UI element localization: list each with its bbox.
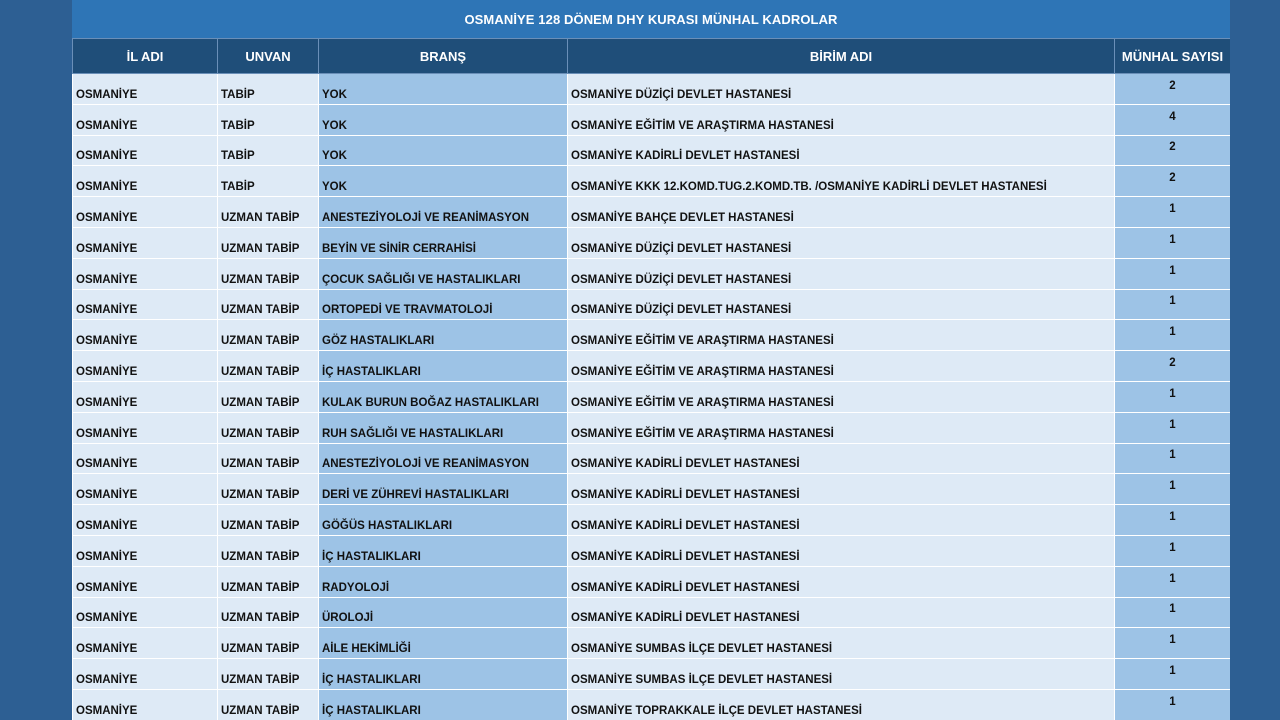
- header-unvan[interactable]: UNVAN: [218, 39, 319, 74]
- cell-munhal-sayisi[interactable]: 2: [1115, 351, 1231, 382]
- table-row: [73, 443, 1231, 474]
- cell-il-adi[interactable]: OSMANİYE: [73, 320, 218, 351]
- cell-birim-adi[interactable]: OSMANİYE SUMBAS İLÇE DEVLET HASTANESİ: [568, 628, 1115, 659]
- table-row: [73, 74, 1231, 105]
- table-row: [73, 227, 1231, 258]
- cell-birim-adi[interactable]: OSMANİYE EĞİTİM VE ARAŞTIRMA HASTANESİ: [568, 381, 1115, 412]
- cell-brans[interactable]: ANESTEZİYOLOJİ VE REANİMASYON: [319, 443, 568, 474]
- cell-unvan[interactable]: UZMAN TABİP: [218, 320, 319, 351]
- cell-munhal-sayisi[interactable]: 1: [1115, 443, 1231, 474]
- cell-munhal-sayisi[interactable]: 4: [1115, 104, 1231, 135]
- cell-unvan[interactable]: UZMAN TABİP: [218, 474, 319, 505]
- cell-il-adi[interactable]: OSMANİYE: [73, 689, 218, 720]
- cell-il-adi[interactable]: OSMANİYE: [73, 412, 218, 443]
- cell-il-adi[interactable]: OSMANİYE: [73, 505, 218, 536]
- spreadsheet-sheet: [72, 0, 1230, 720]
- cell-birim-adi[interactable]: OSMANİYE SUMBAS İLÇE DEVLET HASTANESİ: [568, 659, 1115, 690]
- cell-munhal-sayisi[interactable]: 1: [1115, 535, 1231, 566]
- cell-brans[interactable]: DERİ VE ZÜHREVİ HASTALIKLARI: [319, 474, 568, 505]
- table-row: [73, 197, 1231, 228]
- cell-birim-adi[interactable]: OSMANİYE EĞİTİM VE ARAŞTIRMA HASTANESİ: [568, 351, 1115, 382]
- cell-brans[interactable]: GÖĞÜS HASTALIKLARI: [319, 505, 568, 536]
- cell-birim-adi[interactable]: OSMANİYE KADİRLİ DEVLET HASTANESİ: [568, 505, 1115, 536]
- cell-birim-adi[interactable]: OSMANİYE KADİRLİ DEVLET HASTANESİ: [568, 535, 1115, 566]
- cell-munhal-sayisi[interactable]: 1: [1115, 505, 1231, 536]
- cell-birim-adi[interactable]: OSMANİYE DÜZİÇİ DEVLET HASTANESİ: [568, 289, 1115, 320]
- cell-munhal-sayisi[interactable]: 2: [1115, 166, 1231, 197]
- cell-brans[interactable]: RUH SAĞLIĞI VE HASTALIKLARI: [319, 412, 568, 443]
- cell-munhal-sayisi[interactable]: 1: [1115, 566, 1231, 597]
- cell-munhal-sayisi[interactable]: 1: [1115, 659, 1231, 690]
- table-row: [73, 351, 1231, 382]
- cell-birim-adi[interactable]: OSMANİYE KADİRLİ DEVLET HASTANESİ: [568, 135, 1115, 166]
- cell-unvan[interactable]: UZMAN TABİP: [218, 443, 319, 474]
- cell-munhal-sayisi[interactable]: 1: [1115, 628, 1231, 659]
- cell-munhal-sayisi[interactable]: 1: [1115, 320, 1231, 351]
- cell-il-adi[interactable]: OSMANİYE: [73, 443, 218, 474]
- cell-brans[interactable]: İÇ HASTALIKLARI: [319, 659, 568, 690]
- cell-brans[interactable]: RADYOLOJİ: [319, 566, 568, 597]
- cell-il-adi[interactable]: OSMANİYE: [73, 566, 218, 597]
- table-row: [73, 597, 1231, 628]
- cell-birim-adi[interactable]: OSMANİYE KKK 12.KOMD.TUG.2.KOMD.TB. /OSMANİYE KADİRLİ DEVLET HASTANESİ: [568, 166, 1115, 197]
- cell-il-adi[interactable]: OSMANİYE: [73, 258, 218, 289]
- cell-il-adi[interactable]: OSMANİYE: [73, 474, 218, 505]
- table-row: [73, 258, 1231, 289]
- table-row: [73, 566, 1231, 597]
- cell-birim-adi[interactable]: OSMANİYE DÜZİÇİ DEVLET HASTANESİ: [568, 227, 1115, 258]
- cell-munhal-sayisi[interactable]: 1: [1115, 258, 1231, 289]
- cell-munhal-sayisi[interactable]: 1: [1115, 597, 1231, 628]
- cell-brans[interactable]: İÇ HASTALIKLARI: [319, 535, 568, 566]
- table-row: [73, 628, 1231, 659]
- table-row: [73, 104, 1231, 135]
- table-row: [73, 412, 1231, 443]
- cell-brans[interactable]: YOK: [319, 166, 568, 197]
- table-body: [73, 74, 1231, 720]
- cell-brans[interactable]: KULAK BURUN BOĞAZ HASTALIKLARI: [319, 381, 568, 412]
- cell-brans[interactable]: GÖZ HASTALIKLARI: [319, 320, 568, 351]
- header-il-adi[interactable]: İL ADI: [73, 39, 218, 74]
- cell-il-adi[interactable]: OSMANİYE: [73, 597, 218, 628]
- cell-unvan[interactable]: UZMAN TABİP: [218, 659, 319, 690]
- cell-birim-adi[interactable]: OSMANİYE TOPRAKKALE İLÇE DEVLET HASTANESİ: [568, 689, 1115, 720]
- cell-il-adi[interactable]: OSMANİYE: [73, 535, 218, 566]
- cell-brans[interactable]: ÇOCUK SAĞLIĞI VE HASTALIKLARI: [319, 258, 568, 289]
- cell-unvan[interactable]: UZMAN TABİP: [218, 535, 319, 566]
- cell-il-adi[interactable]: OSMANİYE: [73, 628, 218, 659]
- cell-il-adi[interactable]: OSMANİYE: [73, 289, 218, 320]
- cell-birim-adi[interactable]: OSMANİYE DÜZİÇİ DEVLET HASTANESİ: [568, 258, 1115, 289]
- cell-birim-adi[interactable]: OSMANİYE EĞİTİM VE ARAŞTIRMA HASTANESİ: [568, 412, 1115, 443]
- cell-brans[interactable]: BEYİN VE SİNİR CERRAHİSİ: [319, 227, 568, 258]
- sheet-title: OSMANİYE 128 DÖNEM DHY KURASI MÜNHAL KADROLAR: [72, 0, 1230, 38]
- table-row: [73, 535, 1231, 566]
- cell-unvan[interactable]: UZMAN TABİP: [218, 689, 319, 720]
- header-munhal-sayisi[interactable]: MÜNHAL SAYISI: [1115, 39, 1231, 74]
- cell-il-adi[interactable]: OSMANİYE: [73, 135, 218, 166]
- cell-il-adi[interactable]: OSMANİYE: [73, 166, 218, 197]
- cell-munhal-sayisi[interactable]: 1: [1115, 289, 1231, 320]
- table-row: [73, 474, 1231, 505]
- cell-unvan[interactable]: UZMAN TABİP: [218, 505, 319, 536]
- cell-unvan[interactable]: TABİP: [218, 74, 319, 105]
- cell-il-adi[interactable]: OSMANİYE: [73, 104, 218, 135]
- cell-unvan[interactable]: UZMAN TABİP: [218, 412, 319, 443]
- cell-unvan[interactable]: TABİP: [218, 135, 319, 166]
- cell-unvan[interactable]: TABİP: [218, 104, 319, 135]
- cell-birim-adi[interactable]: OSMANİYE KADİRLİ DEVLET HASTANESİ: [568, 443, 1115, 474]
- cell-munhal-sayisi[interactable]: 1: [1115, 197, 1231, 228]
- cell-unvan[interactable]: UZMAN TABİP: [218, 381, 319, 412]
- cell-brans[interactable]: İÇ HASTALIKLARI: [319, 689, 568, 720]
- cell-il-adi[interactable]: OSMANİYE: [73, 197, 218, 228]
- cell-il-adi[interactable]: OSMANİYE: [73, 381, 218, 412]
- cell-birim-adi[interactable]: OSMANİYE KADİRLİ DEVLET HASTANESİ: [568, 597, 1115, 628]
- cell-brans[interactable]: ORTOPEDİ VE TRAVMATOLOJİ: [319, 289, 568, 320]
- cell-il-adi[interactable]: OSMANİYE: [73, 227, 218, 258]
- cell-birim-adi[interactable]: OSMANİYE BAHÇE DEVLET HASTANESİ: [568, 197, 1115, 228]
- table-row: [73, 381, 1231, 412]
- cell-birim-adi[interactable]: OSMANİYE KADİRLİ DEVLET HASTANESİ: [568, 474, 1115, 505]
- cell-unvan[interactable]: UZMAN TABİP: [218, 597, 319, 628]
- vacancy-table: [72, 38, 1230, 720]
- cell-birim-adi[interactable]: OSMANİYE KADİRLİ DEVLET HASTANESİ: [568, 566, 1115, 597]
- cell-unvan[interactable]: UZMAN TABİP: [218, 258, 319, 289]
- cell-unvan[interactable]: UZMAN TABİP: [218, 227, 319, 258]
- cell-brans[interactable]: YOK: [319, 74, 568, 105]
- cell-birim-adi[interactable]: OSMANİYE DÜZİÇİ DEVLET HASTANESİ: [568, 74, 1115, 105]
- cell-il-adi[interactable]: OSMANİYE: [73, 74, 218, 105]
- cell-unvan[interactable]: UZMAN TABİP: [218, 628, 319, 659]
- table-row: [73, 166, 1231, 197]
- cell-munhal-sayisi[interactable]: 1: [1115, 381, 1231, 412]
- cell-birim-adi[interactable]: OSMANİYE EĞİTİM VE ARAŞTIRMA HASTANESİ: [568, 104, 1115, 135]
- cell-brans[interactable]: ANESTEZİYOLOJİ VE REANİMASYON: [319, 197, 568, 228]
- table-row: [73, 505, 1231, 536]
- cell-unvan[interactable]: UZMAN TABİP: [218, 351, 319, 382]
- cell-brans[interactable]: İÇ HASTALIKLARI: [319, 351, 568, 382]
- cell-unvan[interactable]: TABİP: [218, 166, 319, 197]
- table-row: [73, 659, 1231, 690]
- cell-munhal-sayisi[interactable]: 1: [1115, 412, 1231, 443]
- cell-birim-adi[interactable]: OSMANİYE EĞİTİM VE ARAŞTIRMA HASTANESİ: [568, 320, 1115, 351]
- header-birim-adi[interactable]: BİRİM ADI: [568, 39, 1115, 74]
- header-row: [73, 39, 1231, 74]
- cell-munhal-sayisi[interactable]: 1: [1115, 474, 1231, 505]
- cell-brans[interactable]: ÜROLOJİ: [319, 597, 568, 628]
- cell-il-adi[interactable]: OSMANİYE: [73, 659, 218, 690]
- cell-brans[interactable]: YOK: [319, 135, 568, 166]
- cell-brans[interactable]: AİLE HEKİMLİĞİ: [319, 628, 568, 659]
- cell-munhal-sayisi[interactable]: 2: [1115, 135, 1231, 166]
- table-row: [73, 689, 1231, 720]
- cell-unvan[interactable]: UZMAN TABİP: [218, 289, 319, 320]
- cell-unvan[interactable]: UZMAN TABİP: [218, 197, 319, 228]
- table-row: [73, 135, 1231, 166]
- cell-brans[interactable]: YOK: [319, 104, 568, 135]
- cell-unvan[interactable]: UZMAN TABİP: [218, 566, 319, 597]
- cell-munhal-sayisi[interactable]: 2: [1115, 74, 1231, 105]
- table-row: [73, 320, 1231, 351]
- cell-il-adi[interactable]: OSMANİYE: [73, 351, 218, 382]
- cell-munhal-sayisi[interactable]: 1: [1115, 689, 1231, 720]
- header-brans[interactable]: BRANŞ: [319, 39, 568, 74]
- table-row: [73, 289, 1231, 320]
- cell-munhal-sayisi[interactable]: 1: [1115, 227, 1231, 258]
